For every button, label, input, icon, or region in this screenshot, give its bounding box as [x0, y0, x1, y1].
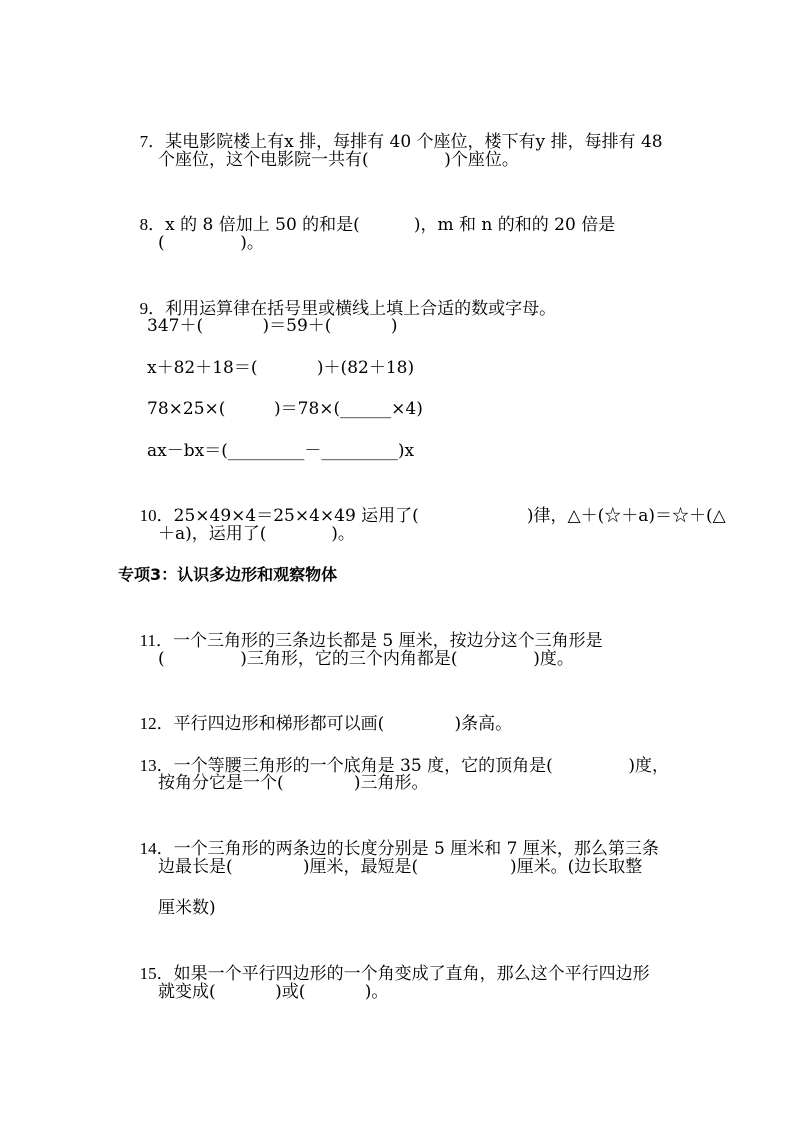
question-10-line-2: ＋a)，运用了( )。 — [158, 524, 355, 544]
question-7-text: 某电影院楼上有x 排，每排有 40 个座位，楼下有y 排，每排有 48 — [165, 132, 663, 152]
question-15-number: 15． — [139, 964, 174, 983]
question-9-text: 利用运算律在括号里或横线上填上合适的数或字母。 — [165, 299, 557, 319]
question-11-text: 一个三角形的三条边长都是 5 厘米，按边分这个三角形是 — [173, 631, 603, 651]
question-8-number: 8． — [139, 215, 166, 234]
question-14-line-3: 厘米数) — [158, 898, 216, 918]
question-7-number: 7． — [139, 132, 166, 151]
question-10-number: 10． — [139, 506, 174, 525]
question-9-equation-4: ax－bx＝(_________－_________)x — [147, 441, 415, 461]
question-14-text: 一个三角形的两条边的长度分别是 5 厘米和 7 厘米，那么第三条 — [173, 839, 659, 859]
question-11-line-2: ( )三角形，它的三个内角都是( )度。 — [158, 649, 574, 669]
question-14-number: 14． — [139, 839, 174, 858]
question-7-line-2: 个座位，这个电影院一共有( )个座位。 — [158, 150, 519, 170]
section-heading: 专项3：认识多边形和观察物体 — [118, 565, 338, 584]
question-9-number: 9． — [139, 299, 166, 318]
question-9-equation-3: 78×25×( )＝78×(______×4) — [147, 399, 423, 419]
question-12-text: 平行四边形和梯形都可以画( )条高。 — [173, 714, 513, 734]
question-15-text: 如果一个平行四边形的一个角变成了直角，那么这个平行四边形 — [173, 964, 650, 984]
question-10-text: 25×49×4＝25×4×49 运用了( )律，△＋(☆＋a)＝☆＋(△ — [173, 506, 726, 526]
question-11-number: 11． — [139, 631, 173, 650]
question-12-number: 12． — [139, 714, 174, 733]
question-8-text: x 的 8 倍加上 50 的和是( )，m 和 n 的和的 20 倍是 — [165, 215, 616, 235]
question-9-equation-2: x＋82＋18＝( )＋(82＋18) — [147, 358, 415, 378]
question-9-equation-1: 347＋( )＝59＋( ) — [147, 316, 398, 336]
question-14-line-2: 边最长是( )厘米，最短是( )厘米。(边长取整 — [158, 857, 643, 877]
question-13-line-2: 按角分它是一个( )三角形。 — [158, 773, 429, 793]
question-8-line-2: ( )。 — [158, 233, 264, 253]
question-13-number: 13． — [139, 756, 174, 775]
question-13-text: 一个等腰三角形的一个底角是 35 度，它的顶角是( )度， — [173, 756, 669, 776]
question-15-line-2: 就变成( )或( )。 — [158, 982, 389, 1002]
